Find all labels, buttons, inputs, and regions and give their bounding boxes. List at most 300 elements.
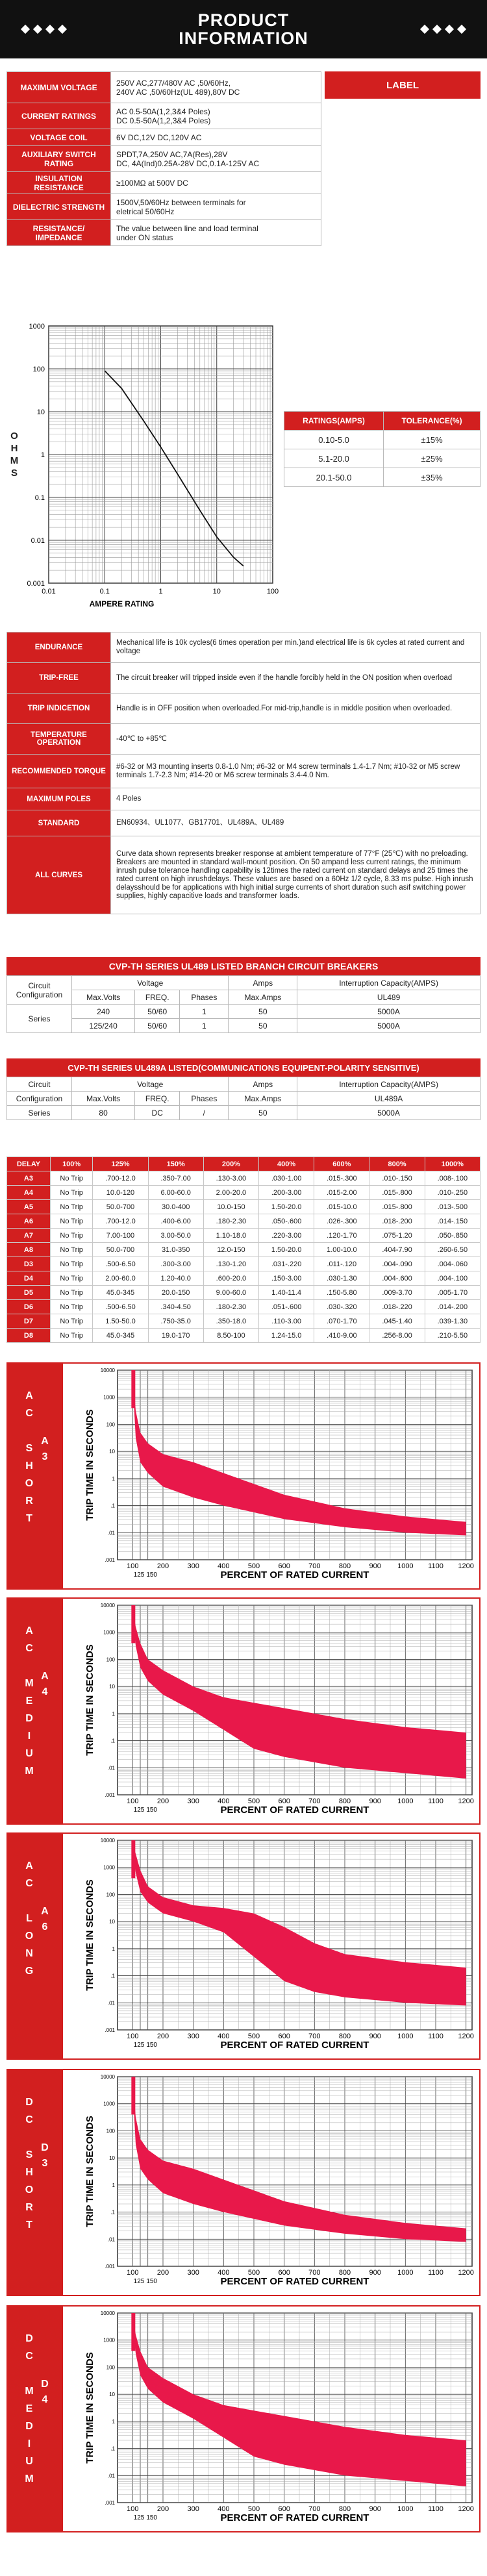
- delay-cell: .500-6.50: [93, 1300, 148, 1314]
- delay-cell: .340-4.50: [148, 1300, 203, 1314]
- trip-y-tick: .1: [110, 2209, 115, 2216]
- trip-x-tick: 1000: [397, 1797, 414, 1805]
- curve-type-char: U: [25, 1748, 33, 1759]
- trip-y-tick: 10: [109, 1919, 115, 1925]
- curve-type-char: G: [25, 1966, 34, 1977]
- spec2-key: STANDARD: [7, 810, 111, 836]
- ohms-y-tick: 10: [36, 408, 45, 416]
- trip-x-tick-extra: 125: [133, 2278, 145, 2285]
- delay-cell: .350-18.0: [203, 1314, 258, 1329]
- spec-line: DC, 4A(Ind)0.25A-28V DC,0.1A-125V AC: [116, 158, 260, 168]
- ul489-phases: Phases: [180, 990, 229, 1005]
- ul489a-interrupt-header: Interruption Capacity(AMPS): [297, 1077, 481, 1092]
- trip-x-tick: 700: [308, 1562, 321, 1570]
- delay-cell: .180-2.30: [203, 1300, 258, 1314]
- curve-type-char: D: [25, 2097, 33, 2108]
- delay-cell: 10.0-120: [93, 1186, 148, 1200]
- spec-line: DC 0.5-50A(1,2,3&4 Poles): [116, 116, 211, 125]
- trip-y-tick: .01: [107, 1530, 115, 1536]
- label-box: LABEL: [325, 71, 481, 99]
- ohms-y-tick: 0.001: [27, 580, 45, 588]
- curve-type-char: [25, 2129, 34, 2146]
- ul489a-phases: Phases: [180, 1092, 229, 1106]
- trip-x-tick-extra: 150: [146, 1571, 158, 1579]
- curve-code-char: D: [41, 2142, 49, 2153]
- trip-x-label: PERCENT OF RATED CURRENT: [220, 2040, 369, 2051]
- ul489a-configuration: Configuration: [7, 1092, 72, 1106]
- trip-x-tick: 400: [218, 2269, 230, 2277]
- delay-cell: 7.00-100: [93, 1229, 148, 1243]
- trip-x-tick-extra: 125: [133, 1807, 145, 1814]
- spec2-key: RECOMMENDED TORQUE: [7, 755, 111, 788]
- ohms-axis-label: O H M S: [10, 431, 19, 479]
- curve-type-char: O: [25, 2184, 34, 2195]
- delay-cell: No Trip: [50, 1300, 92, 1314]
- ohms-x-tick: 100: [266, 588, 279, 595]
- trip-y-tick: 1: [112, 1945, 115, 1952]
- curve-type-char: S: [25, 1443, 33, 1454]
- curve-code: [40, 1434, 49, 1465]
- delay-cell: .070-1.70: [314, 1314, 369, 1329]
- trip-y-tick: 1000: [103, 2101, 115, 2107]
- curve-type-char: U: [25, 2456, 33, 2467]
- spec-key: VOLTAGE COIL: [7, 129, 111, 146]
- delay-cell: .120-1.70: [314, 1229, 369, 1243]
- delay-cell: 1.24-15.0: [259, 1329, 314, 1343]
- trip-x-tick: 1100: [428, 2505, 443, 2513]
- delay-cell: .005-1.70: [425, 1286, 480, 1300]
- trip-x-tick: 1200: [458, 2032, 474, 2040]
- trip-y-tick: 10: [109, 2392, 115, 2398]
- trip-y-tick: 10000: [100, 1838, 115, 1844]
- trip-band-spike: [131, 1605, 135, 1643]
- trip-x-tick: 1200: [458, 1562, 474, 1570]
- delay-cell: A8: [7, 1243, 51, 1257]
- delay-cell: No Trip: [50, 1271, 92, 1286]
- delay-cell: 19.0-170: [148, 1329, 203, 1343]
- spec2-value: 4 Poles: [111, 788, 481, 810]
- trip-y-tick: .1: [110, 2445, 115, 2452]
- ul489-cell: 125/240: [72, 1019, 135, 1033]
- delay-header: 125%: [93, 1157, 148, 1171]
- tolerance-cell: ±15%: [384, 431, 481, 449]
- trip-y-tick: .01: [107, 1765, 115, 1771]
- trip-y-tick: 1000: [103, 1629, 115, 1636]
- curve-code-char: 4: [42, 1686, 48, 1697]
- curve-type-char: T: [26, 2220, 32, 2231]
- spec-line: 250V AC,277/480V AC ,50/60Hz,: [116, 78, 231, 88]
- curve-type-char: [25, 2365, 34, 2382]
- trip-x-tick: 1200: [458, 2269, 474, 2277]
- spec-row: [7, 129, 321, 146]
- delay-header: 200%: [203, 1157, 258, 1171]
- delay-cell: .500-6.50: [93, 1257, 148, 1271]
- trip-y-tick: 100: [106, 2364, 115, 2371]
- delay-cell: 1.00-10.0: [314, 1243, 369, 1257]
- delay-cell: .130-3.00: [203, 1171, 258, 1186]
- trip-chart-plot: [63, 1364, 479, 1588]
- spec2-value: Curve data shown represents breaker response at ambient temperature of 77°F (25℃) with no preloading. Breakers are mounted in standard wall-mount position. On 50 ampand less current ratings, the minimum inrush pulse tolerance handling capability is 12times the rated current on standard delays and 25 times the rated current on high inrushdelays. These values are based on a 60Hz 1/2 cycle, 8.33 ms pulse. High inrush delaysshould be for applications with high initial surge currents of short duration such asif switching power supplies, highly capacitive loads and transformer loads.: [111, 836, 481, 914]
- trip-x-tick: 1200: [458, 2505, 474, 2513]
- delay-cell: A7: [7, 1229, 51, 1243]
- ohms-y-tick: 0.1: [34, 494, 45, 502]
- curve-type-char: E: [25, 1695, 33, 1707]
- spec-line: SPDT,7A,250V AC,7A(Res),28V: [116, 149, 228, 159]
- delay-header: 1000%: [425, 1157, 480, 1171]
- trip-x-tick: 300: [187, 2032, 199, 2040]
- curve-type-char: M: [25, 2473, 34, 2484]
- ul489a-cell: DC: [135, 1106, 180, 1120]
- trip-x-tick: 100: [127, 1797, 139, 1805]
- delay-cell: 1.50-50.0: [93, 1314, 148, 1329]
- spec2-key: TRIP INDICETION: [7, 694, 111, 724]
- delay-cell: 1.10-18.0: [203, 1229, 258, 1243]
- trip-y-tick: .1: [110, 1503, 115, 1509]
- trip-x-tick: 200: [156, 1562, 169, 1570]
- trip-x-tick: 200: [156, 2269, 169, 2277]
- delay-cell: No Trip: [50, 1286, 92, 1300]
- delay-cell: .150-3.00: [259, 1271, 314, 1286]
- delay-cell: .031-.220: [259, 1257, 314, 1271]
- spec-row: [7, 172, 321, 194]
- curve-type: [25, 2330, 34, 2488]
- ohms-x-tick: 10: [212, 588, 221, 595]
- curve-type-char: C: [25, 2114, 33, 2125]
- delay-cell: 12.0-150: [203, 1243, 258, 1257]
- trip-chart: [6, 1832, 481, 2060]
- ul489-maxvolts: Max.Volts: [72, 990, 135, 1005]
- delay-cell: .410-9.00: [314, 1329, 369, 1343]
- curve-code-char: A: [41, 1671, 49, 1682]
- ul489-voltage-header: Voltage: [72, 976, 229, 990]
- delay-cell: .300-3.00: [148, 1257, 203, 1271]
- trip-y-tick: 10: [109, 1449, 115, 1455]
- trip-y-tick: 100: [106, 1421, 115, 1428]
- ul489a-circuit: Circuit: [7, 1077, 72, 1092]
- curve-code-char: 3: [42, 1451, 48, 1462]
- trip-x-tick: 200: [156, 2032, 169, 2040]
- delay-cell: .004-.100: [425, 1271, 480, 1286]
- ul489-title: CVP-TH SERIES UL489 LISTED BRANCH CIRCUIT BREAKERS: [6, 957, 481, 975]
- delay-cell: .018-.220: [369, 1300, 425, 1314]
- curve-type-char: H: [25, 2167, 33, 2178]
- delay-cell: .004-.060: [425, 1257, 480, 1271]
- ul489-interrupt-header: Interruption Capacity(AMPS): [297, 976, 481, 990]
- trip-x-tick: 300: [187, 2505, 199, 2513]
- delay-cell: .010-.150: [369, 1171, 425, 1186]
- spec2-value: -40℃ to +85℃: [111, 724, 481, 755]
- spec-line: ≥100MΩ at 500V DC: [116, 178, 188, 188]
- ul489a-section: [6, 1058, 481, 1120]
- delay-cell: 20.0-150: [148, 1286, 203, 1300]
- curve-code-char: A: [41, 1436, 49, 1447]
- spec2-value: Mechanical life is 10k cycles(6 times operation per min.)and electrical life is 6k cycles at rated current and voltage: [111, 632, 481, 663]
- trip-x-tick: 600: [278, 1562, 290, 1570]
- delay-cell: .350-7.00: [148, 1171, 203, 1186]
- trip-x-tick: 400: [218, 2032, 230, 2040]
- delay-cell: .030-.320: [314, 1300, 369, 1314]
- trip-y-tick: 10000: [100, 1368, 115, 1373]
- ul489-cell: 50/60: [135, 1019, 180, 1033]
- curve-type-char: [25, 1892, 34, 1910]
- trip-y-tick: .01: [107, 2236, 115, 2243]
- trip-y-tick: .001: [105, 2500, 115, 2506]
- curve-type: [25, 2094, 34, 2234]
- curve-type-char: I: [27, 1731, 31, 1742]
- tolerance-header: TOLERANCE(%): [384, 412, 481, 431]
- spec-value: [111, 146, 321, 172]
- curve-code: [40, 1669, 49, 1700]
- curve-type-char: R: [25, 1495, 33, 1507]
- delay-cell: 1.40-11.4: [259, 1286, 314, 1300]
- spec-line: 6V DC,12V DC,120V AC: [116, 132, 202, 142]
- spec-value: [111, 72, 321, 103]
- spec-value: [111, 194, 321, 220]
- ul489-cell: 1: [180, 1005, 229, 1019]
- trip-x-tick: 1000: [397, 2032, 414, 2040]
- delay-cell: .026-.300: [314, 1214, 369, 1229]
- ohms-y-tick: 0.01: [31, 537, 45, 545]
- delay-cell: 45.0-345: [93, 1329, 148, 1343]
- curve-type-char: C: [25, 1408, 33, 1419]
- trip-x-label: PERCENT OF RATED CURRENT: [220, 1805, 369, 1816]
- curve-code-char: D: [41, 2379, 49, 2390]
- ohms-x-tick: 0.01: [42, 588, 56, 595]
- ul489a-cell: 50: [229, 1106, 297, 1120]
- delay-cell: .013-.500: [425, 1200, 480, 1214]
- page-header: [0, 0, 487, 58]
- trip-x-tick: 700: [308, 2032, 321, 2040]
- trip-x-tick: 700: [308, 1797, 321, 1805]
- delay-cell: D5: [7, 1286, 51, 1300]
- delay-cell: A3: [7, 1171, 51, 1186]
- curve-type-char: I: [27, 2438, 31, 2449]
- trip-y-tick: 1: [112, 2182, 115, 2188]
- delay-cell: No Trip: [50, 1214, 92, 1229]
- tolerance-cell: 20.1-50.0: [284, 468, 384, 487]
- curve-type-char: O: [25, 1478, 34, 1489]
- ul489a-title: CVP-TH SERIES UL489A LISTED(COMMUNICATIONS EQUIPENT-POLARITY SENSITIVE): [6, 1058, 481, 1077]
- spec-value: [111, 172, 321, 194]
- trip-y-tick: .001: [105, 2027, 115, 2033]
- trip-x-tick: 800: [338, 2269, 351, 2277]
- delay-cell: .014-.150: [425, 1214, 480, 1229]
- spec-line: under ON status: [116, 232, 173, 242]
- delay-cell: No Trip: [50, 1200, 92, 1214]
- ul489a-amps-header: Amps: [229, 1077, 297, 1092]
- delay-cell: 8.50-100: [203, 1329, 258, 1343]
- trip-y-tick: 100: [106, 1657, 115, 1663]
- spec2-row: [7, 788, 481, 810]
- delay-cell: A6: [7, 1214, 51, 1229]
- trip-band-spike: [131, 1840, 135, 1878]
- trip-y-label: TRIP TIME IN SECONDS: [84, 1409, 95, 1521]
- trip-y-label: TRIP TIME IN SECONDS: [84, 2352, 95, 2464]
- trip-x-tick: 1200: [458, 1797, 474, 1805]
- tolerance-cell: 0.10-5.0: [284, 431, 384, 449]
- delay-cell: A5: [7, 1200, 51, 1214]
- trip-x-tick: 900: [369, 1797, 381, 1805]
- curve-type: [25, 1857, 34, 1980]
- trip-x-tick: 900: [369, 2505, 381, 2513]
- trip-x-tick: 1100: [428, 2269, 443, 2277]
- trip-y-tick: 1000: [103, 1864, 115, 1871]
- trip-chart-plot: [63, 1834, 479, 2058]
- ohms-x-tick: 0.1: [99, 588, 110, 595]
- trip-y-tick: .1: [110, 1738, 115, 1744]
- ul489a-cell: 80: [72, 1106, 135, 1120]
- delay-cell: .110-3.00: [259, 1314, 314, 1329]
- delay-cell: .256-8.00: [369, 1329, 425, 1343]
- trip-x-tick: 400: [218, 1562, 230, 1570]
- delay-header: 800%: [369, 1157, 425, 1171]
- ul489-cell: 5000A: [297, 1005, 481, 1019]
- trip-y-tick: 1: [112, 1710, 115, 1717]
- curve-type-char: O: [25, 1931, 34, 1942]
- curve-type-char: A: [25, 1625, 33, 1636]
- spec-key: CURRENT RATINGS: [7, 103, 111, 129]
- delay-header: DELAY: [7, 1157, 51, 1171]
- ul489-circuit-config: Circuit Configuration: [7, 976, 72, 1005]
- delay-cell: .015-10.0: [314, 1200, 369, 1214]
- delay-cell: No Trip: [50, 1171, 92, 1186]
- curve-code: [40, 2140, 49, 2171]
- spec-row: [7, 220, 321, 246]
- delay-cell: 31.0-350: [148, 1243, 203, 1257]
- curve-code-char: 3: [42, 2158, 48, 2169]
- trip-x-tick: 1000: [397, 1562, 414, 1570]
- spec2-row: [7, 632, 481, 663]
- trip-x-tick-extra: 125: [133, 2042, 145, 2049]
- curve-type-char: D: [25, 2333, 33, 2344]
- trip-x-tick: 300: [187, 2269, 199, 2277]
- curve-type-char: N: [25, 1948, 33, 1959]
- trip-x-tick: 800: [338, 2505, 351, 2513]
- delay-cell: 50.0-700: [93, 1200, 148, 1214]
- trip-chart-side: [8, 2070, 63, 2295]
- trip-x-tick: 100: [127, 2032, 139, 2040]
- delay-cell: D7: [7, 1314, 51, 1329]
- delay-cell: .039-1.30: [425, 1314, 480, 1329]
- delay-cell: .210-5.50: [425, 1329, 480, 1343]
- trip-x-tick-extra: 150: [146, 2278, 158, 2285]
- trip-chart: [6, 2069, 481, 2296]
- ul489-cell: 1: [180, 1019, 229, 1033]
- delay-cell: .200-3.00: [259, 1186, 314, 1200]
- trip-x-tick: 500: [247, 1562, 260, 1570]
- trip-y-tick: .001: [105, 1792, 115, 1798]
- delay-cell: 50.0-700: [93, 1243, 148, 1257]
- delay-table: [6, 1157, 481, 1343]
- delay-cell: .004-.090: [369, 1257, 425, 1271]
- spec-line: 240V AC ,50/60Hz(UL 489),80V DC: [116, 87, 240, 97]
- delay-cell: .050-.850: [425, 1229, 480, 1243]
- curve-type-char: A: [25, 1860, 33, 1871]
- delay-cell: No Trip: [50, 1314, 92, 1329]
- trip-x-tick: 800: [338, 1797, 351, 1805]
- ul489-std: UL489: [297, 990, 481, 1005]
- trip-x-tick: 900: [369, 2032, 381, 2040]
- delay-cell: .700-12.0: [93, 1214, 148, 1229]
- trip-chart-plot: [63, 2070, 479, 2295]
- trip-x-tick: 900: [369, 2269, 381, 2277]
- trip-chart-plot: [63, 2307, 479, 2531]
- trip-chart-plot: [63, 1599, 479, 1823]
- delay-header: 150%: [148, 1157, 203, 1171]
- trip-chart-side: [8, 1599, 63, 1823]
- delay-cell: 10.0-150: [203, 1200, 258, 1214]
- tolerance-header: RATINGS(AMPS): [284, 412, 384, 431]
- header-diamonds-left: [22, 26, 66, 32]
- ul489-cell: 5000A: [297, 1019, 481, 1033]
- trip-x-tick: 600: [278, 2269, 290, 2277]
- trip-x-label: PERCENT OF RATED CURRENT: [220, 2276, 369, 2287]
- spec-table-2: [6, 632, 481, 914]
- curve-type-char: M: [25, 2386, 34, 2397]
- spec2-value: EN60934、UL1077、GB17701、UL489A、UL489: [111, 810, 481, 836]
- delay-cell: 6.00-60.0: [148, 1186, 203, 1200]
- tolerance-table: [284, 411, 481, 487]
- trip-x-tick-extra: 150: [146, 2042, 158, 2049]
- spec2-key: ALL CURVES: [7, 836, 111, 914]
- delay-cell: 1.50-20.0: [259, 1243, 314, 1257]
- delay-cell: 3.00-50.0: [148, 1229, 203, 1243]
- spec2-row: [7, 810, 481, 836]
- trip-y-tick: .001: [105, 2264, 115, 2270]
- curve-type-char: D: [25, 1713, 33, 1724]
- spec-line: eletrical 50/60Hz: [116, 206, 175, 216]
- trip-y-label: TRIP TIME IN SECONDS: [84, 2116, 95, 2227]
- delay-cell: D4: [7, 1271, 51, 1286]
- curve-type-char: C: [25, 1878, 33, 1889]
- delay-cell: .030-1.30: [314, 1271, 369, 1286]
- spec-table: [6, 71, 321, 246]
- ohms-x-label: AMPERE RATING: [89, 599, 155, 608]
- spec2-row: [7, 836, 481, 914]
- curve-type: [25, 1387, 34, 1527]
- trip-x-tick: 600: [278, 2032, 290, 2040]
- curve-type-char: M: [25, 1678, 34, 1689]
- delay-cell: .400-6.00: [148, 1214, 203, 1229]
- trip-y-tick: .01: [107, 2473, 115, 2479]
- delay-cell: .011-.120: [314, 1257, 369, 1271]
- curve-type-char: E: [25, 2403, 33, 2414]
- delay-cell: .260-6.50: [425, 1243, 480, 1257]
- tolerance-cell: ±25%: [384, 449, 481, 468]
- spec-line: The value between line and load terminal: [116, 223, 258, 233]
- spec-key: RESISTANCE/ IMPEDANCE: [7, 220, 111, 246]
- ul489a-std: UL489A: [297, 1092, 481, 1106]
- curve-type-char: M: [25, 1766, 34, 1777]
- trip-band-spike: [131, 2313, 135, 2351]
- spec-value: [111, 129, 321, 146]
- delay-cell: .009-3.70: [369, 1286, 425, 1300]
- trip-y-tick: 100: [106, 2128, 115, 2134]
- delay-header: 100%: [50, 1157, 92, 1171]
- trip-x-tick-extra: 150: [146, 1807, 158, 1814]
- delay-cell: No Trip: [50, 1243, 92, 1257]
- ul489-section: [6, 957, 481, 1033]
- delay-cell: .015-.800: [369, 1200, 425, 1214]
- delay-cell: .700-12.0: [93, 1171, 148, 1186]
- header-diamonds-right: [421, 26, 465, 32]
- ul489-amps-header: Amps: [229, 976, 297, 990]
- ul489-series: Series: [7, 1005, 72, 1033]
- spec2-value: #6-32 or M3 mounting inserts 0.8-1.0 Nm; #6-32 or M4 screw terminals 1.4-1.7 Nm; #10-32 or M5 screw terminals 1.7-2.3 Nm; #14-20 or M6 screw terminals 3.4-4.0 Nm.: [111, 755, 481, 788]
- trip-x-tick: 800: [338, 1562, 351, 1570]
- trip-chart-side: [8, 1364, 63, 1588]
- trip-x-tick: 600: [278, 2505, 290, 2513]
